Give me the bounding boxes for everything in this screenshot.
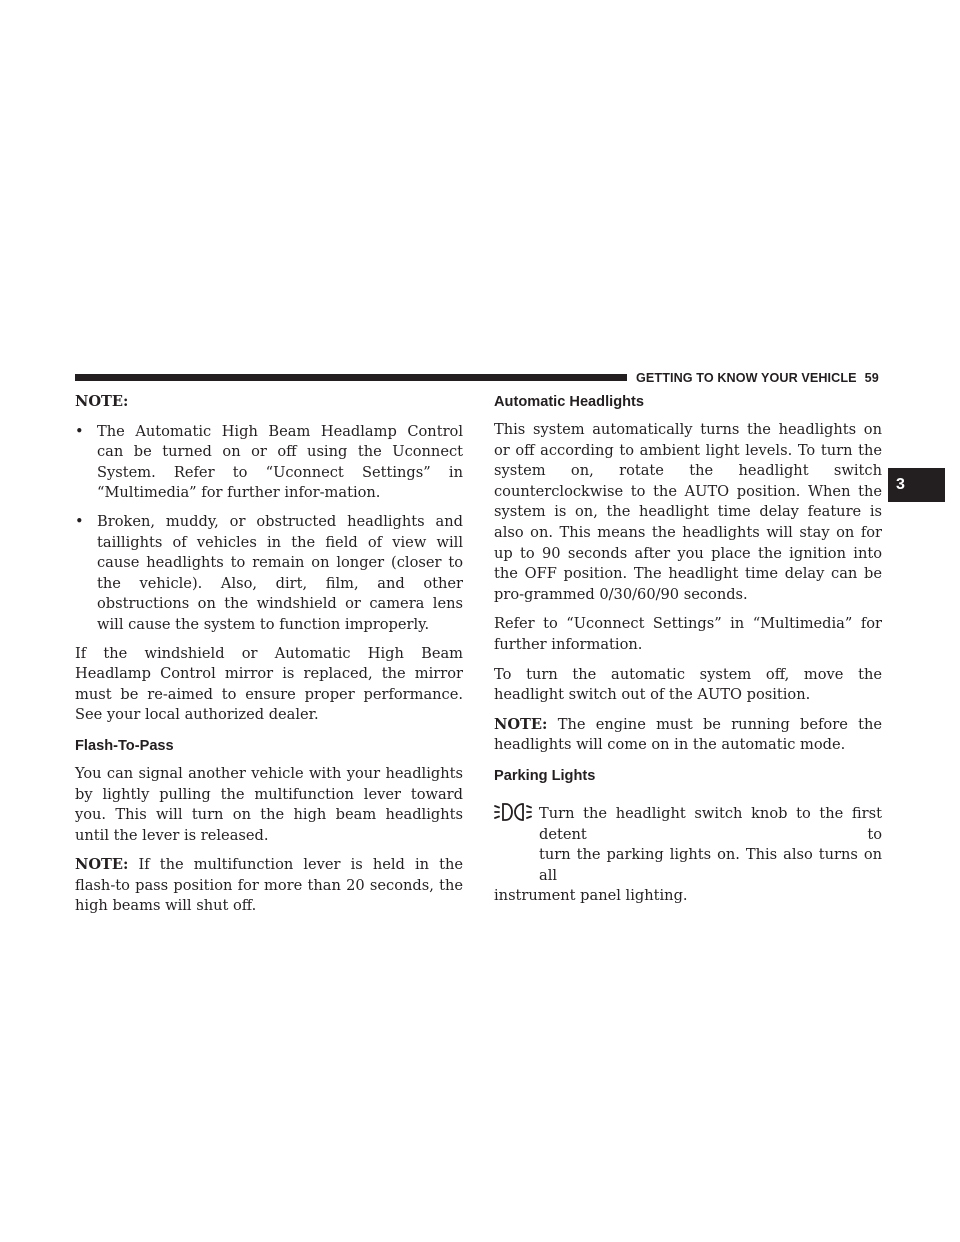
header-rule (75, 374, 627, 381)
flash-to-pass-note (75, 855, 463, 917)
section-title: GETTING TO KNOW YOUR VEHICLE (636, 371, 857, 385)
note-bullet-item: • The Automatic High Beam Headlamp Control can be turned on or off using the Uconnect System. Refer to “Uconnect Settings” in “Multimedia” for further infor-mation. (75, 422, 463, 502)
uconnect-reference-paragraph: Refer to “Uconnect Settings” in “Multimedia” for further information. (494, 615, 882, 653)
flash-to-pass-heading: Flash-To-Pass (75, 737, 174, 754)
turn-off-paragraph: To turn the automatic system off, move the headlight switch out of the AUTO position. (494, 665, 882, 704)
right-column (494, 392, 882, 907)
flash-to-pass-paragraph: You can signal another vehicle with your headlights by lightly pulling the multifunction lever toward you. This will turn on the high beam headlights until the lever is released. (75, 764, 463, 844)
parking-lights-heading: Parking Lights (494, 767, 596, 784)
page-number: 59 (864, 371, 879, 385)
parking-lights-paragraph: Turn the headlight switch knob to the first detent to turn the parking lights on. This also turns on all instrument panel lighting. (494, 804, 882, 907)
automatic-headlights-heading: Automatic Headlights (494, 394, 645, 410)
bullet-dot-icon: • (75, 422, 84, 440)
automatic-headlights-paragraph: This system automatically turns the headlights on or off according to ambient light levels. To turn the system on, rotate the headlight switch counterclockwise to the AUTO position. When the system is on, the headlight time delay feature is also on. This means the headlights will stay on for up to 90 seconds after you place the ignition into the OFF position. The headlight time delay can be pro-grammed 0/30/60/90 seconds. (494, 421, 882, 603)
note-bullet-item: • Broken, muddy, or obstructed headlights and taillights of vehicles in the field of view will cause headlights to remain on longer (closer to the vehicle). Also, dirt, film, and other obstructions on the windshield or camera lens will cause the system to function improperly. (75, 512, 463, 633)
note-text: The engine must be running before the headlights will come on in the automatic mode. (494, 715, 882, 754)
chapter-tab[interactable]: 3 (888, 468, 945, 502)
running-header (636, 370, 879, 386)
note-label: NOTE: (494, 715, 548, 733)
mirror-paragraph: If the windshield or Automatic High Beam Headlamp Control mirror is replaced, the mirror must be re-aimed to ensure proper performance. See your local authorized dealer. (75, 644, 463, 724)
left-column (75, 392, 463, 926)
bullet-dot-icon: • (75, 512, 84, 530)
automatic-headlights-note (494, 715, 882, 756)
note-text: If the multifunction lever is held in the flash-to pass position for more than 20 seconds, the high beams will shut off. (75, 856, 463, 915)
parking-lights-icon (494, 802, 532, 826)
note-heading: NOTE: (75, 393, 129, 410)
note-label: NOTE: (75, 856, 129, 874)
note-bullet-list (75, 422, 463, 636)
